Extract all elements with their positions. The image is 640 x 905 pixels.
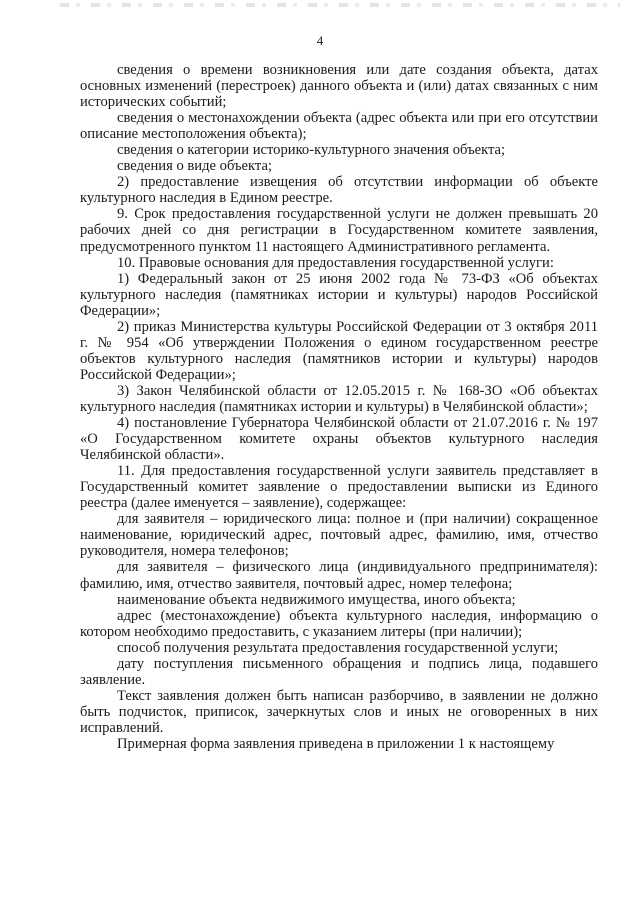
paragraph-section-10: 10. Правовые основания для предоставления государственной услуги: <box>117 254 554 271</box>
paragraph-object-location: сведения о местонахождении объекта (адрес объекта или при его отсутствии описание местоположения объекта); <box>80 110 598 143</box>
document-body <box>80 62 598 752</box>
paragraph-law-1: 1) Федеральный закон от 25 июня 2002 года № 73-ФЗ «Об объектах культурного наследия (памятниках истории и культуры) народов Российской Федерации»; <box>80 270 598 319</box>
paragraph-law-3: 3) Закон Челябинской области от 12.05.2015 г. № 168-ЗО «Об объектах культурного наследия (памятниках истории и культуры) в Челябинской области»; <box>80 382 598 415</box>
paragraph-individual: для заявителя – физического лица (индивидуального предпринимателя): фамилию, имя, отчество заявителя, почтовый адрес, номер телефона; <box>80 559 598 592</box>
paragraph-law-4: 4) постановление Губернатора Челябинской области от 21.07.2016 г. № 197 «О Государственном комитете охраны объектов культурного наследия Челябинской области». <box>80 415 598 464</box>
paragraph-notice-absence: 2) предоставление извещения об отсутствии информации об объекте культурного наследия в Едином реестре. <box>80 174 598 207</box>
paragraph-section-9: 9. Срок предоставления государственной услуги не должен превышать 20 рабочих дней со дня регистрации в Государственном комитете заявления, предусмотренного пунктом 11 настоящего Административного регламента. <box>80 206 598 255</box>
paragraph-legibility: Текст заявления должен быть написан разборчиво, в заявлении не должно быть подчисток, приписок, зачеркнутых слов и иных не оговоренных в них исправлений. <box>80 687 598 736</box>
paragraph-date-signature: дату поступления письменного обращения и подпись лица, подавшего заявление. <box>80 655 598 688</box>
page-number: 4 <box>316 33 324 48</box>
paragraph-law-2: 2) приказ Министерства культуры Российской Федерации от 3 октября 2011 г. № 954 «Об утверждении Положения о едином государственном реестре объектов культурного наследия (памятников истории и культуры) народов Российской Федерации»; <box>80 318 598 383</box>
paragraph-object-dates: сведения о времени возникновения или дате создания объекта, датах основных изменений (перестроек) данного объекта и (или) датах связанных с ним исторических событий; <box>80 62 598 111</box>
paragraph-section-11: 11. Для предоставления государственной услуги заявитель представляет в Государственный комитет заявление о предоставлении выписки из Единого реестра (далее именуется – заявление), содержащее: <box>80 463 598 512</box>
scan-artifact-strip <box>60 3 620 7</box>
paragraph-sample-form: Примерная форма заявления приведена в приложении 1 к настоящему <box>117 735 555 752</box>
paragraph-legal-entity: для заявителя – юридического лица: полное и (при наличии) сокращенное наименование, юридический адрес, почтовый адрес, фамилию, имя, отчество руководителя, номера телефонов; <box>80 511 598 560</box>
paragraph-result-method: способ получения результата предоставления государственной услуги; <box>117 639 559 656</box>
paragraph-address: адрес (местонахождение) объекта культурного наследия, информацию о котором необходимо предоставить, с указанием литеры (при наличии); <box>80 607 598 640</box>
paragraph-object-category: сведения о категории историко-культурного значения объекта; <box>117 142 506 159</box>
paragraph-property-name: наименование объекта недвижимого имущества, иного объекта; <box>117 591 516 608</box>
paragraph-object-type: сведения о виде объекта; <box>117 158 273 175</box>
